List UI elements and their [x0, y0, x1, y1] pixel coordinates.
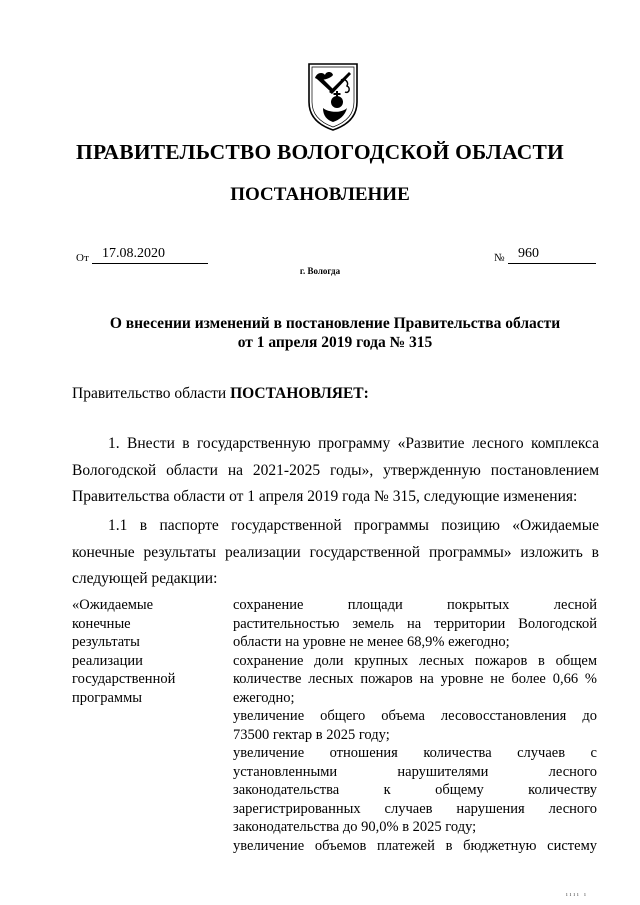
paragraph-line: конечные результаты реализации государственной программы» изложить в: [72, 543, 599, 561]
table-value-line: законодательства до 90,0% в 2025 году;: [233, 819, 477, 835]
table-value-column: [233, 596, 597, 855]
table-value-line: зарегистрированных случаев нарушения лесного: [233, 800, 597, 817]
date-prefix: От: [76, 252, 89, 264]
table-value-line: установленными нарушителями лесного: [233, 763, 597, 780]
document-date: 17.08.2020: [92, 246, 208, 264]
title-line: от 1 апреля 2019 года № 315: [237, 334, 433, 351]
city: г. Вологда: [299, 266, 341, 276]
table-value-line: количестве лесных пожаров на уровне не более 0,66 %: [233, 671, 597, 687]
paragraph-line: 1. Внести в государственную программу «Развитие лесного комплекса: [108, 435, 599, 452]
table-value-line: увеличение объемов платежей в бюджетную систему: [233, 837, 597, 854]
scan-marks: ıııı ı: [566, 892, 588, 898]
table-value-line: 73500 гектар в 2025 году;: [233, 726, 390, 743]
table-value-line: сохранение площади покрытых лесной: [233, 597, 597, 613]
table-label-column: [72, 596, 222, 707]
table-label-line: государственной: [72, 671, 176, 687]
table-label-line: реализации: [72, 652, 143, 669]
table-label-line: конечные: [72, 615, 131, 632]
table-value-line: законодательства к общему количеству: [233, 782, 597, 798]
table-value-line: растительностью земель на территории Вологодской: [233, 615, 597, 632]
table-value-line: сохранение доли крупных лесных пожаров в общем: [233, 652, 597, 669]
intro-text: Правительство области: [72, 385, 231, 402]
title-line: О внесении изменений в постановление Правительства области: [109, 315, 561, 332]
table-value-line: увеличение общего объема лесовосстановления до: [233, 708, 597, 724]
paragraph-line: Правительства области от 1 апреля 2019 года № 315, следующие изменения:: [72, 488, 578, 505]
document-title: [70, 314, 600, 352]
intro-paragraph: [72, 381, 369, 408]
paragraph-1-1: [72, 513, 599, 593]
number-prefix: №: [494, 252, 505, 264]
table-label-line: программы: [72, 689, 142, 706]
paragraph-line: следующей редакции:: [72, 570, 218, 587]
paragraph-line: 1.1 в паспорте государственной программы позицию «Ожидаемые: [108, 517, 599, 534]
table-label-line: «Ожидаемые: [72, 597, 154, 613]
paragraph-line: Вологодской области на 2021-2025 годы», утвержденную постановлением: [72, 461, 599, 479]
document-number: 960: [508, 246, 596, 264]
government-name: ПРАВИТЕЛЬСТВО ВОЛОГОДСКОЙ ОБЛАСТИ: [76, 140, 564, 164]
intro-keyword: ПОСТАНОВЛЯЕТ:: [230, 385, 369, 402]
table-label-line: результаты: [72, 634, 140, 650]
table-value-line: области на уровне не менее 68,9% ежегодно;: [233, 634, 510, 650]
table-value-line: увеличение отношения количества случаев с: [233, 745, 597, 761]
paragraph-1: [72, 431, 599, 511]
coat-of-arms-icon: [305, 62, 361, 132]
document-type: ПОСТАНОВЛЕНИЕ: [230, 184, 410, 205]
table-value-line: ежегодно;: [233, 689, 295, 706]
